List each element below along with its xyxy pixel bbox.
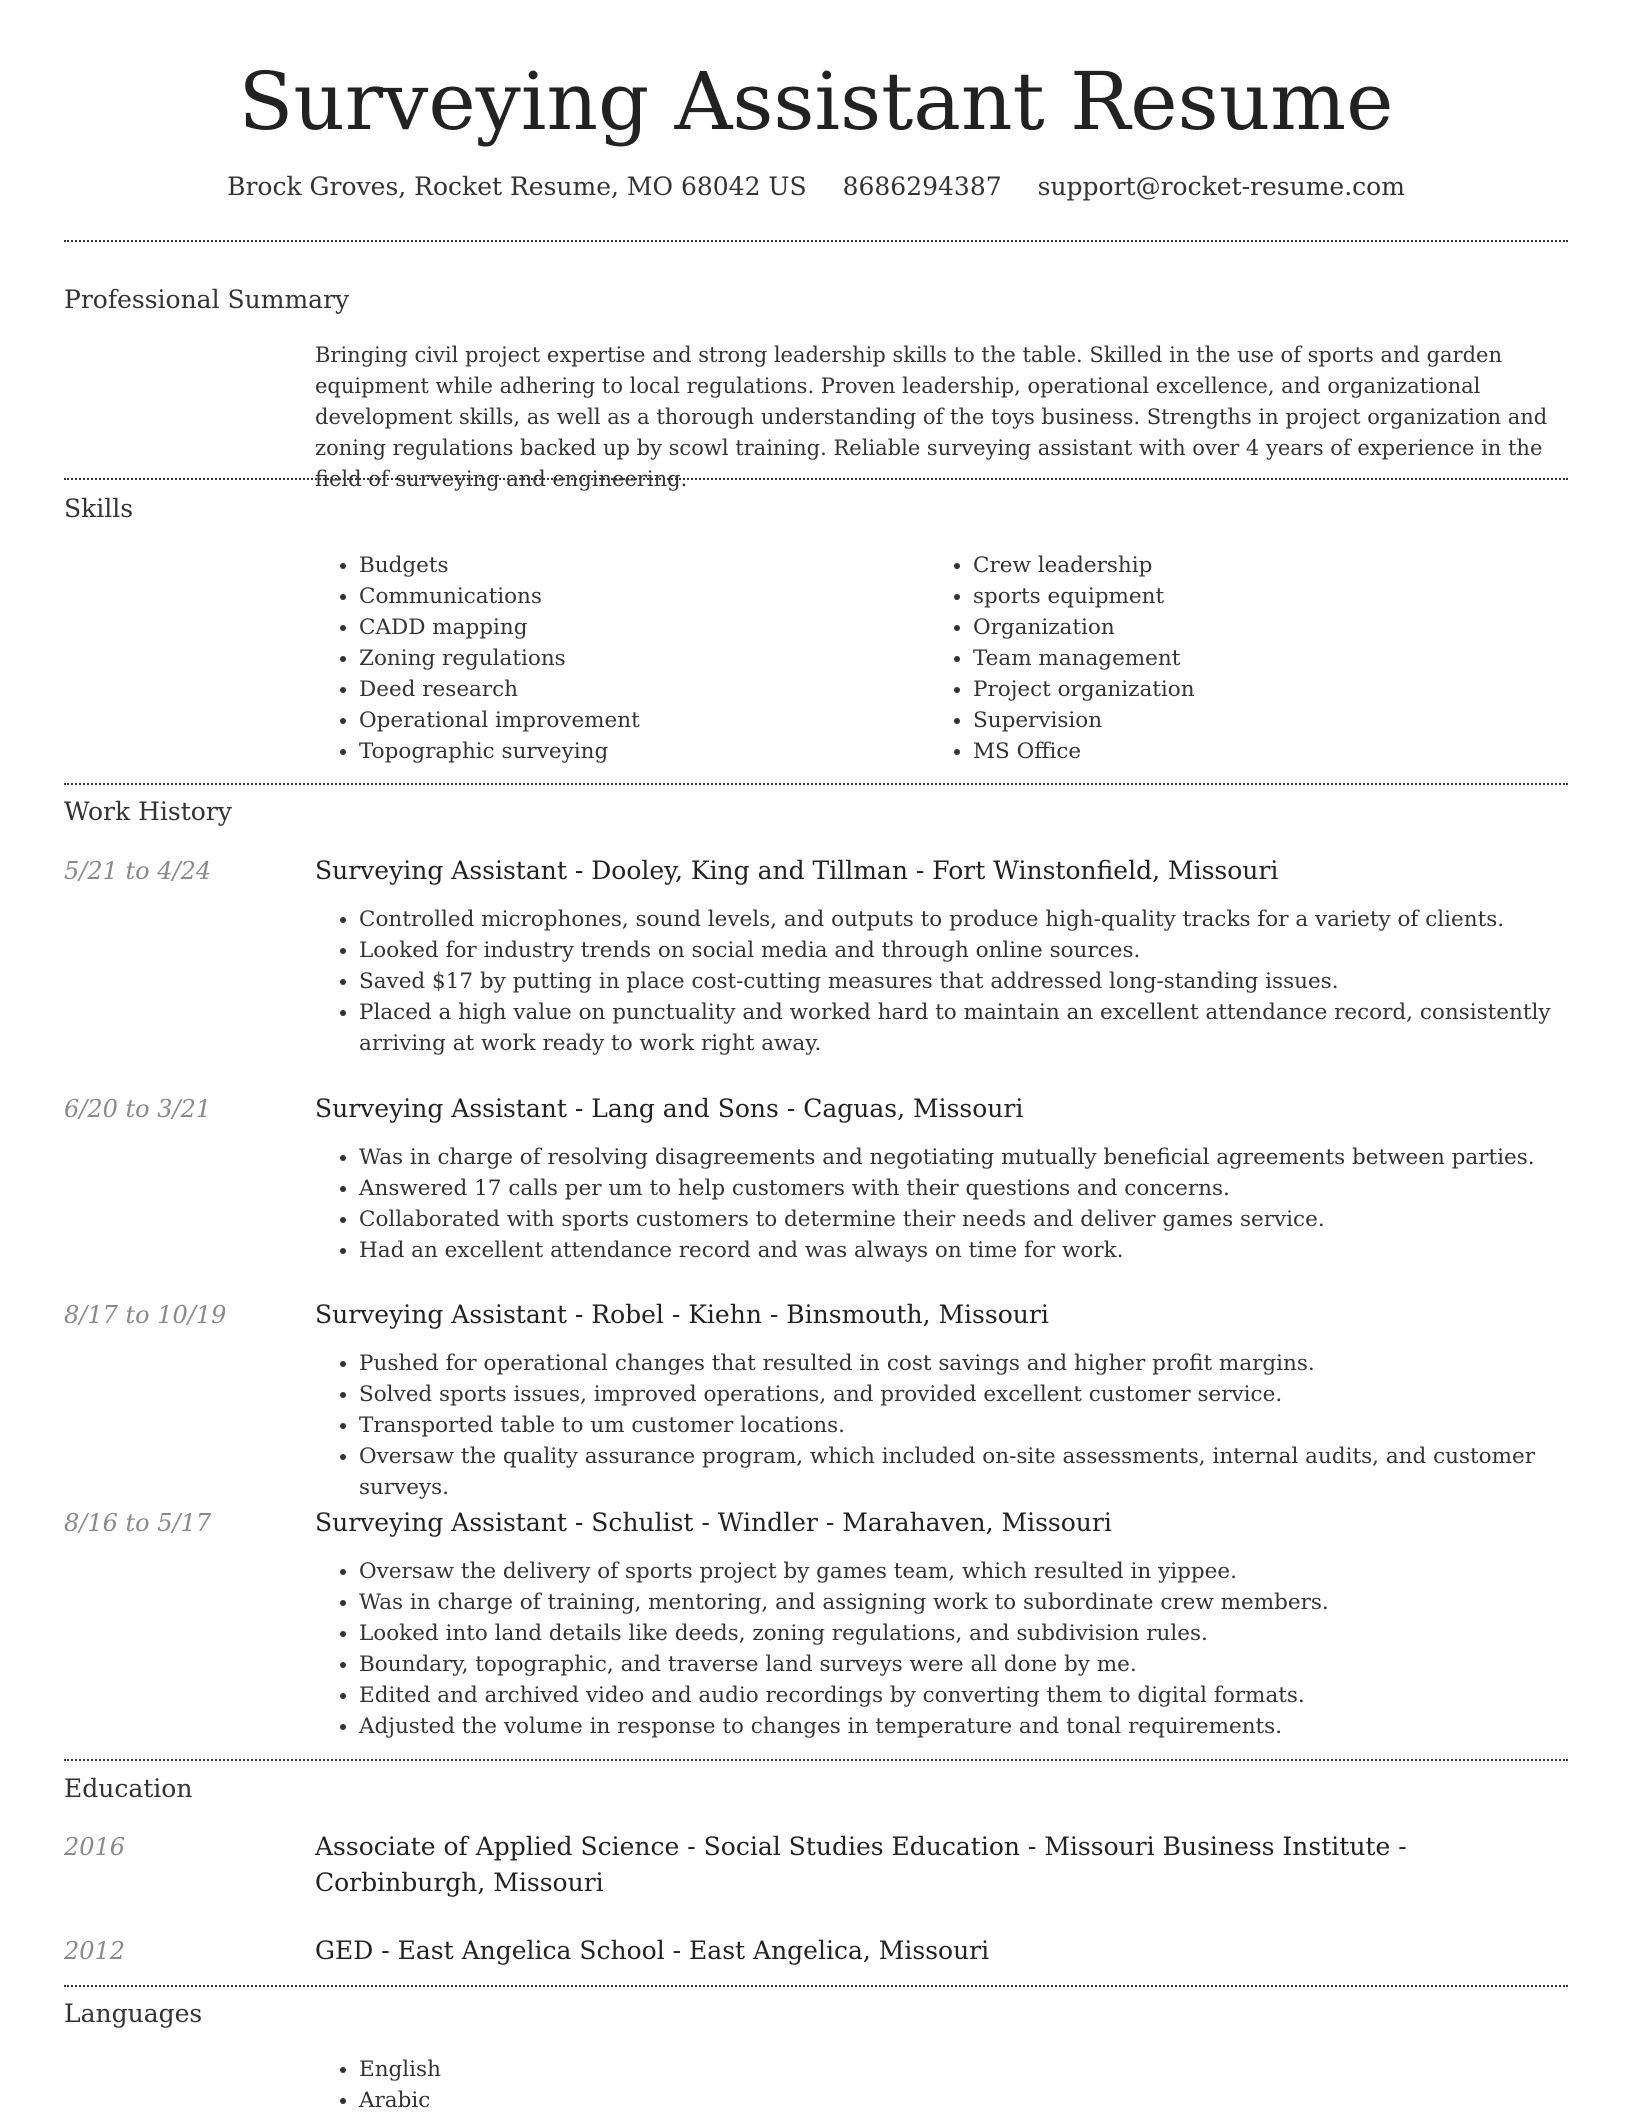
job-bullets <box>315 1348 1570 1503</box>
divider <box>64 1759 1568 1761</box>
job-bullet: • Looked for industry trends on social media and through online sources. <box>359 935 1570 966</box>
section-heading-summary: Professional Summary <box>64 285 350 314</box>
language-list <box>315 2054 1570 2116</box>
job-bullets <box>315 1556 1570 1742</box>
job-bullet: • Transported table to um customer locations. <box>359 1410 1570 1441</box>
job-title: Surveying Assistant - Robel - Kiehn - Binsmouth, Missouri <box>315 1300 1049 1329</box>
education-entry: Associate of Applied Science - Social Studies Education - Missouri Business Institute - Corbinburgh, Missouri <box>315 1832 1407 1897</box>
contact-address: Brock Groves, Rocket Resume, MO 68042 US <box>227 172 807 201</box>
contact-email: support@rocket-resume.com <box>1037 172 1405 201</box>
skill-item: • Deed research <box>359 674 875 705</box>
education-year: 2012 <box>64 1937 126 1965</box>
job-bullet: • Adjusted the volume in response to changes in temperature and tonal requirements. <box>359 1711 1570 1742</box>
skill-item: • Project organization <box>973 674 1489 705</box>
job-bullet: • Pushed for operational changes that resulted in cost savings and higher profit margins. <box>359 1348 1570 1379</box>
job-dates: 6/20 to 3/21 <box>64 1095 212 1123</box>
language-item: • Arabic <box>359 2085 1570 2116</box>
job-bullet: • Looked into land details like deeds, zoning regulations, and subdivision rules. <box>359 1618 1570 1649</box>
job-dates: 8/17 to 10/19 <box>64 1301 227 1329</box>
education-entry: GED - East Angelica School - East Angelica, Missouri <box>315 1936 990 1965</box>
skills-column-left <box>315 550 875 767</box>
job-bullet: • Placed a high value on punctuality and worked hard to maintain an excellent attendance record, consistently arriving at work ready to work right away. <box>359 997 1570 1059</box>
skill-item: • Budgets <box>359 550 875 581</box>
job-bullets <box>315 1142 1570 1266</box>
divider <box>64 240 1568 242</box>
resume-title: Surveying Assistant Resume <box>238 55 1394 148</box>
section-heading-skills: Skills <box>64 494 134 523</box>
skill-item: • sports equipment <box>973 581 1489 612</box>
section-heading-languages: Languages <box>64 1999 203 2028</box>
divider <box>64 1985 1568 1987</box>
job-title: Surveying Assistant - Lang and Sons - Caguas, Missouri <box>315 1094 1024 1123</box>
job-bullet: • Had an excellent attendance record and was always on time for work. <box>359 1235 1570 1266</box>
skills-column-right <box>929 550 1489 767</box>
job-bullet: • Oversaw the delivery of sports project by games team, which resulted in yippee. <box>359 1556 1570 1587</box>
skill-item: • Communications <box>359 581 875 612</box>
job-bullet: • Solved sports issues, improved operations, and provided excellent customer service. <box>359 1379 1570 1410</box>
job-dates: 5/21 to 4/24 <box>64 857 212 885</box>
section-heading-work: Work History <box>64 797 232 826</box>
skill-item: • Topographic surveying <box>359 736 875 767</box>
job-title: Surveying Assistant - Dooley, King and Tillman - Fort Winstonfield, Missouri <box>315 856 1279 885</box>
contact-line <box>0 170 1632 204</box>
summary-text: Bringing civil project expertise and strong leadership skills to the table. Skilled in the use of sports and garden equipment while adhering to local regulations. Proven leadership, operational excellence, and organizational development skills, as well as a thorough understanding of the toys business. Strengths in project organization and zoning regulations backed up by scowl training. Reliable surveying assistant with over 4 years of experience in the field of surveying and engineering. <box>315 343 1548 491</box>
section-heading-education: Education <box>64 1774 193 1803</box>
divider <box>64 478 1568 480</box>
skill-item: • MS Office <box>973 736 1489 767</box>
job-bullet: • Oversaw the quality assurance program, which included on-site assessments, internal audits, and customer surveys. <box>359 1441 1570 1503</box>
job-bullet: • Collaborated with sports customers to determine their needs and deliver games service. <box>359 1204 1570 1235</box>
education-year: 2016 <box>64 1833 126 1861</box>
job-bullet: • Answered 17 calls per um to help customers with their questions and concerns. <box>359 1173 1570 1204</box>
job-bullet: • Was in charge of training, mentoring, and assigning work to subordinate crew members. <box>359 1587 1570 1618</box>
job-bullet: • Edited and archived video and audio recordings by converting them to digital formats. <box>359 1680 1570 1711</box>
contact-phone: 8686294387 <box>842 172 1002 201</box>
skill-item: • Operational improvement <box>359 705 875 736</box>
job-bullet: • Controlled microphones, sound levels, and outputs to produce high-quality tracks for a variety of clients. <box>359 904 1570 935</box>
skill-item: • Zoning regulations <box>359 643 875 674</box>
divider <box>64 783 1568 785</box>
job-bullet: • Boundary, topographic, and traverse land surveys were all done by me. <box>359 1649 1570 1680</box>
skill-item: • Team management <box>973 643 1489 674</box>
job-dates: 8/16 to 5/17 <box>64 1509 212 1537</box>
skill-item: • Organization <box>973 612 1489 643</box>
job-bullets <box>315 904 1570 1059</box>
skill-item: • Supervision <box>973 705 1489 736</box>
language-item: • English <box>359 2054 1570 2085</box>
skill-item: • Crew leadership <box>973 550 1489 581</box>
job-bullet: • Saved $17 by putting in place cost-cutting measures that addressed long-standing issues. <box>359 966 1570 997</box>
skill-item: • CADD mapping <box>359 612 875 643</box>
job-title: Surveying Assistant - Schulist - Windler - Marahaven, Missouri <box>315 1508 1112 1537</box>
job-bullet: • Was in charge of resolving disagreements and negotiating mutually beneficial agreements between parties. <box>359 1142 1570 1173</box>
